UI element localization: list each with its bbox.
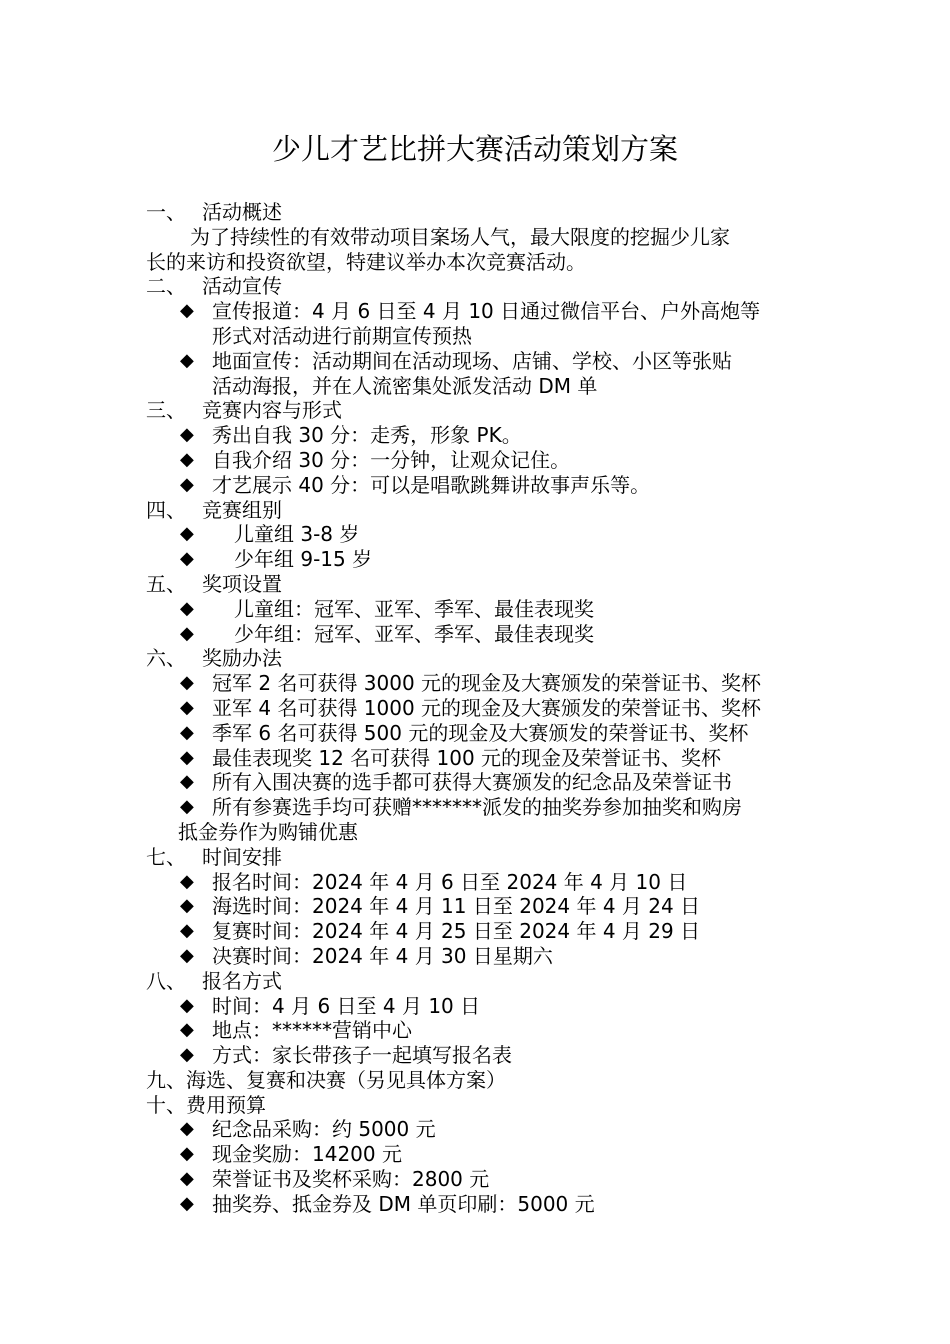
list-item bbox=[146, 1117, 826, 1142]
list-item bbox=[146, 448, 826, 473]
diamond-bullet-icon: ◆ bbox=[180, 548, 194, 570]
list-item bbox=[146, 770, 826, 795]
diamond-bullet-icon: ◆ bbox=[180, 796, 194, 818]
paragraph-line: 长的来访和投资欲望，特建议举办本次竞赛活动。 bbox=[146, 249, 586, 274]
list-item bbox=[146, 597, 826, 622]
list-item-text: 决赛时间：2024 年 4 月 30 日星期六 bbox=[212, 943, 553, 968]
section-title: 竞赛内容与形式 bbox=[202, 398, 342, 423]
list-item bbox=[146, 622, 826, 647]
section-number: 五、 bbox=[146, 571, 186, 596]
diamond-bullet-icon: ◆ bbox=[180, 349, 194, 371]
list-item-text: 抽奖券、抵金券及 DM 单页印刷：5000 元 bbox=[212, 1191, 595, 1216]
list-item bbox=[146, 1167, 826, 1192]
section-title: 报名方式 bbox=[202, 968, 282, 993]
list-item bbox=[146, 349, 826, 374]
section-number: 三、 bbox=[146, 398, 186, 423]
section-number: 七、 bbox=[146, 844, 186, 869]
paragraph-line: 为了持续性的有效带动项目案场人气，最大限度的挖掘少儿家 bbox=[190, 224, 730, 249]
list-item bbox=[146, 423, 826, 448]
list-item-text: 报名时间：2024 年 4 月 6 日至 2024 年 4 月 10 日 bbox=[212, 869, 688, 894]
list-item bbox=[146, 671, 826, 696]
diamond-bullet-icon: ◆ bbox=[180, 870, 194, 892]
list-item bbox=[146, 870, 826, 895]
section-number: 四、 bbox=[146, 497, 186, 522]
list-item-text: 儿童组：冠军、亚军、季军、最佳表现奖 bbox=[234, 596, 594, 621]
diamond-bullet-icon: ◆ bbox=[180, 1118, 194, 1140]
diamond-bullet-icon: ◆ bbox=[180, 523, 194, 545]
list-item bbox=[146, 696, 826, 721]
list-item-text: 复赛时间：2024 年 4 月 25 日至 2024 年 4 月 29 日 bbox=[212, 919, 701, 944]
list-item bbox=[146, 1043, 826, 1068]
list-item bbox=[146, 1192, 826, 1217]
list-item-text: 现金奖励：14200 元 bbox=[212, 1142, 402, 1167]
section-heading: 九、海选、复赛和决赛（另见具体方案） bbox=[146, 1067, 506, 1092]
list-item-text: 少年组：冠军、亚军、季军、最佳表现奖 bbox=[234, 621, 594, 646]
document-body bbox=[146, 200, 826, 1217]
list-item-text: 时间：4 月 6 日至 4 月 10 日 bbox=[212, 993, 481, 1018]
list-item-text: 自我介绍 30 分：一分钟，让观众记住。 bbox=[212, 447, 571, 472]
diamond-bullet-icon: ◆ bbox=[180, 696, 194, 718]
list-item-continuation: 抵金券作为购铺优惠 bbox=[178, 819, 358, 844]
list-item-text: 季军 6 名可获得 500 元的现金及大赛颁发的荣誉证书、奖杯 bbox=[212, 720, 749, 745]
list-item-continuation: 活动海报，并在人流密集处派发活动 DM 单 bbox=[212, 373, 598, 398]
list-item-text: 才艺展示 40 分：可以是唱歌跳舞讲故事声乐等。 bbox=[212, 472, 651, 497]
list-item bbox=[146, 994, 826, 1019]
list-item-text: 少年组 9-15 岁 bbox=[234, 547, 373, 572]
diamond-bullet-icon: ◆ bbox=[180, 1019, 194, 1041]
list-item-text: 最佳表现奖 12 名可获得 100 元的现金及荣誉证书、奖杯 bbox=[212, 745, 722, 770]
list-item bbox=[146, 944, 826, 969]
diamond-bullet-icon: ◆ bbox=[180, 721, 194, 743]
diamond-bullet-icon: ◆ bbox=[180, 1168, 194, 1190]
section-number: 二、 bbox=[146, 274, 186, 299]
section-heading bbox=[146, 398, 826, 423]
section-title: 奖励办法 bbox=[202, 646, 282, 671]
section-heading bbox=[146, 572, 826, 597]
list-item-text: 方式：家长带孩子一起填写报名表 bbox=[212, 1043, 512, 1068]
diamond-bullet-icon: ◆ bbox=[180, 597, 194, 619]
document-title: 少儿才艺比拼大赛活动策划方案 bbox=[271, 132, 678, 166]
list-item bbox=[146, 795, 826, 820]
section-title: 竞赛组别 bbox=[202, 497, 282, 522]
list-item-text: 冠军 2 名可获得 3000 元的现金及大赛颁发的荣誉证书、奖杯 bbox=[212, 671, 762, 696]
diamond-bullet-icon: ◆ bbox=[180, 1192, 194, 1214]
list-item-text: 儿童组 3-8 岁 bbox=[234, 522, 360, 547]
diamond-bullet-icon: ◆ bbox=[180, 1044, 194, 1066]
section-number: 六、 bbox=[146, 646, 186, 671]
diamond-bullet-icon: ◆ bbox=[180, 473, 194, 495]
diamond-bullet-icon: ◆ bbox=[180, 672, 194, 694]
section-heading bbox=[146, 200, 826, 225]
list-item-text: 秀出自我 30 分：走秀，形象 PK。 bbox=[212, 423, 522, 448]
diamond-bullet-icon: ◆ bbox=[180, 622, 194, 644]
diamond-bullet-icon: ◆ bbox=[180, 895, 194, 917]
section-title: 奖项设置 bbox=[202, 571, 282, 596]
list-item-text: 所有参赛选手均可获赠*******派发的抽奖券参加抽奖和购房 bbox=[212, 795, 742, 820]
diamond-bullet-icon: ◆ bbox=[180, 300, 194, 322]
list-item-text: 地面宣传：活动期间在活动现场、店铺、学校、小区等张贴 bbox=[212, 348, 732, 373]
section-title: 时间安排 bbox=[202, 844, 282, 869]
section-heading bbox=[146, 845, 826, 870]
diamond-bullet-icon: ◆ bbox=[180, 1143, 194, 1165]
list-item bbox=[146, 746, 826, 771]
list-item bbox=[146, 547, 826, 572]
list-item-text: 亚军 4 名可获得 1000 元的现金及大赛颁发的荣誉证书、奖杯 bbox=[212, 695, 762, 720]
diamond-bullet-icon: ◆ bbox=[180, 424, 194, 446]
diamond-bullet-icon: ◆ bbox=[180, 920, 194, 942]
list-item-text: 海选时间：2024 年 4 月 11 日至 2024 年 4 月 24 日 bbox=[212, 894, 701, 919]
section-heading bbox=[146, 274, 826, 299]
list-item bbox=[146, 522, 826, 547]
section-heading bbox=[146, 498, 826, 523]
diamond-bullet-icon: ◆ bbox=[180, 448, 194, 470]
list-item bbox=[146, 721, 826, 746]
list-item bbox=[146, 299, 826, 324]
section-number: 八、 bbox=[146, 968, 186, 993]
list-item-text: 宣传报道：4 月 6 日至 4 月 10 日通过微信平台、户外高炮等 bbox=[212, 299, 761, 324]
list-item bbox=[146, 894, 826, 919]
list-item bbox=[146, 1018, 826, 1043]
list-item bbox=[146, 473, 826, 498]
diamond-bullet-icon: ◆ bbox=[180, 994, 194, 1016]
section-heading bbox=[146, 646, 826, 671]
section-title: 活动宣传 bbox=[202, 274, 282, 299]
section-heading bbox=[146, 969, 826, 994]
list-item bbox=[146, 1142, 826, 1167]
list-item-text: 所有入围决赛的选手都可获得大赛颁发的纪念品及荣誉证书 bbox=[212, 770, 732, 795]
list-item-text: 纪念品采购：约 5000 元 bbox=[212, 1117, 436, 1142]
section-number: 一、 bbox=[146, 200, 186, 224]
section-title: 活动概述 bbox=[202, 200, 282, 224]
list-item-text: 地点：******营销中心 bbox=[212, 1018, 412, 1043]
list-item-continuation: 形式对活动进行前期宣传预热 bbox=[212, 323, 472, 348]
list-item-text: 荣誉证书及奖杯采购：2800 元 bbox=[212, 1167, 490, 1192]
diamond-bullet-icon: ◆ bbox=[180, 746, 194, 768]
section-heading: 十、费用预算 bbox=[146, 1092, 266, 1117]
list-item bbox=[146, 919, 826, 944]
diamond-bullet-icon: ◆ bbox=[180, 944, 194, 966]
diamond-bullet-icon: ◆ bbox=[180, 771, 194, 793]
